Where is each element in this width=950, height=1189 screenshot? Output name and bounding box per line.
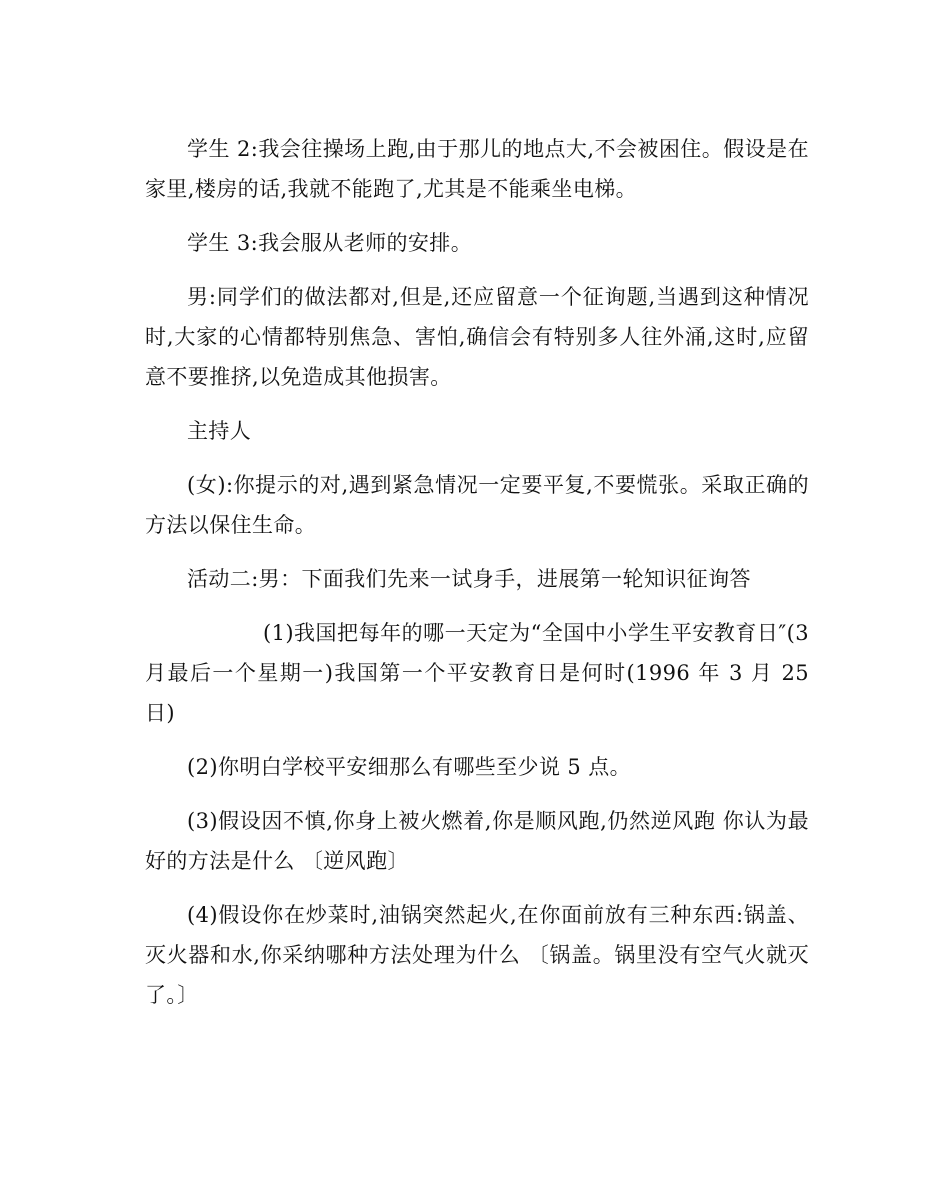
paragraph-male-host: 男:同学们的做法都对,但是,还应留意一个征询题,当遇到这种情况时,大家的心情都特别焦急、害怕,确信会有特别多人往外涌,这时,应留意不要推挤,以免造成其他损害。 <box>145 285 809 389</box>
paragraph-activity-two: 活动二:男：下面我们先来一试身手，进展第一轮知识征询答 <box>187 567 751 591</box>
paragraph-question-3: (3)假设因不慎,你身上被火燃着,你是顺风跑,仍然逆风跑 你认为最好的方法是什么 〔逆风跑〕 <box>145 809 809 873</box>
paragraph-student-2: 学生 2:我会往操场上跑,由于那儿的地点大,不会被困住。假设是在家里,楼房的话,我就不能跑了,尤其是不能乘坐电梯。 <box>145 137 809 201</box>
paragraph-question-2: (2)你明白学校平安细那么有哪些至少说 5 点。 <box>187 755 632 779</box>
paragraph-host-label: 主持人 <box>187 419 252 443</box>
paragraph-question-1: (1)我国把每年的哪一天定为“全国中小学生平安教育日″(3 月最后一个星期一)我国第一个平安教育日是何时(1996 年 3 月 25 日) <box>145 621 809 725</box>
paragraph-female-host: (女):你提示的对,遇到紧急情况一定要平复,不要慌张。采取正确的方法以保住生命。 <box>145 473 809 537</box>
paragraph-question-4: (4)假设你在炒菜时,油锅突然起火,在你面前放有三种东西:锅盖、灭火器和水,你采纳哪种方法处理为什么 〔锅盖。锅里没有空气火就灭了。〕 <box>145 903 809 1007</box>
paragraph-student-3: 学生 3:我会服从老师的安排。 <box>187 231 473 255</box>
document-body <box>145 129 809 1029</box>
